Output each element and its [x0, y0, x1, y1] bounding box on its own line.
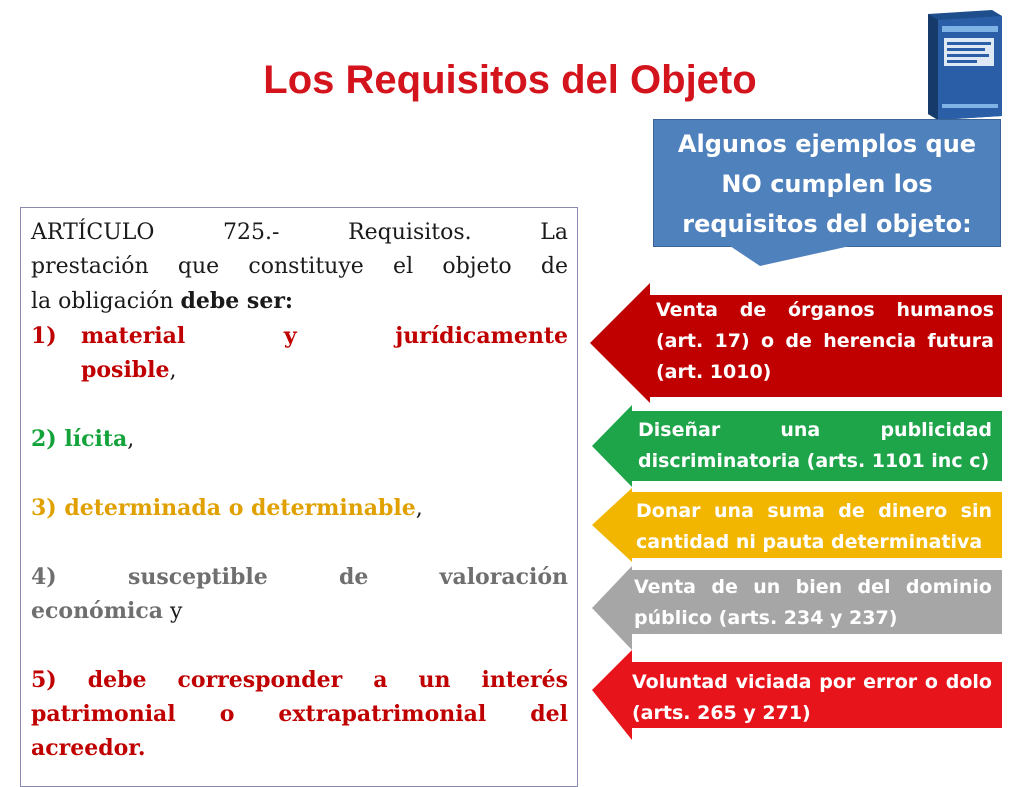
example-line: Venta de un bien del dominio — [634, 576, 992, 598]
requirement-item-3: 3) determinada o determinable, — [31, 495, 423, 521]
article-intro-line: la obligación debe ser: — [31, 288, 294, 314]
example-line: público (arts. 234 y 237) — [634, 607, 898, 629]
callout-line: NO cumplen los — [721, 170, 933, 198]
requirement-item-4-cont: económica y — [31, 598, 183, 624]
article-box — [20, 207, 578, 787]
requirement-item-5-cont: acreedor. — [31, 735, 146, 761]
example-line: Donar una suma de dinero sin — [636, 500, 992, 522]
example-arrow-organs — [590, 283, 1004, 403]
requirement-item-4: 4) susceptible de valoración — [31, 564, 568, 590]
callout-line: Algunos ejemplos que — [677, 130, 977, 158]
requirement-item-5-cont: patrimonial o extrapatrimonial del — [31, 701, 568, 727]
example-line: (art. 17) o de herencia futura — [656, 330, 994, 352]
example-arrow-dominio — [592, 566, 1004, 650]
example-line: Voluntad viciada por error o dolo — [632, 671, 992, 693]
callout-line: requisitos del objeto: — [682, 210, 972, 238]
example-arrow-publicidad — [592, 405, 1004, 487]
example-line: cantidad ni pauta determinativa — [636, 531, 983, 553]
page-title: Los Requisitos del Objeto — [263, 58, 757, 102]
requirement-item-2: 2) lícita, — [31, 426, 135, 452]
book-cover-image — [918, 8, 1006, 120]
example-line: discriminatoria (arts. 1101 inc c) — [638, 450, 990, 472]
article-intro-line: ARTÍCULO 725.- Requisitos. La — [31, 220, 568, 245]
example-line: (art. 1010) — [656, 361, 772, 383]
example-line: Diseñar una publicidad — [638, 419, 992, 441]
requirement-item-5: 5) debe corresponder a un interés — [31, 667, 568, 693]
callout-tail — [730, 246, 850, 266]
callout-box — [653, 119, 1001, 247]
requirement-item-1: 1) material y jurídicamente posible, — [31, 323, 568, 383]
example-line: (arts. 265 y 271) — [632, 702, 811, 724]
example-arrow-voluntad — [592, 650, 1004, 740]
example-line: Venta de órganos humanos — [656, 299, 994, 321]
article-intro-line: prestación que constituye el objeto de — [31, 254, 568, 279]
example-arrow-donar — [592, 488, 1004, 562]
